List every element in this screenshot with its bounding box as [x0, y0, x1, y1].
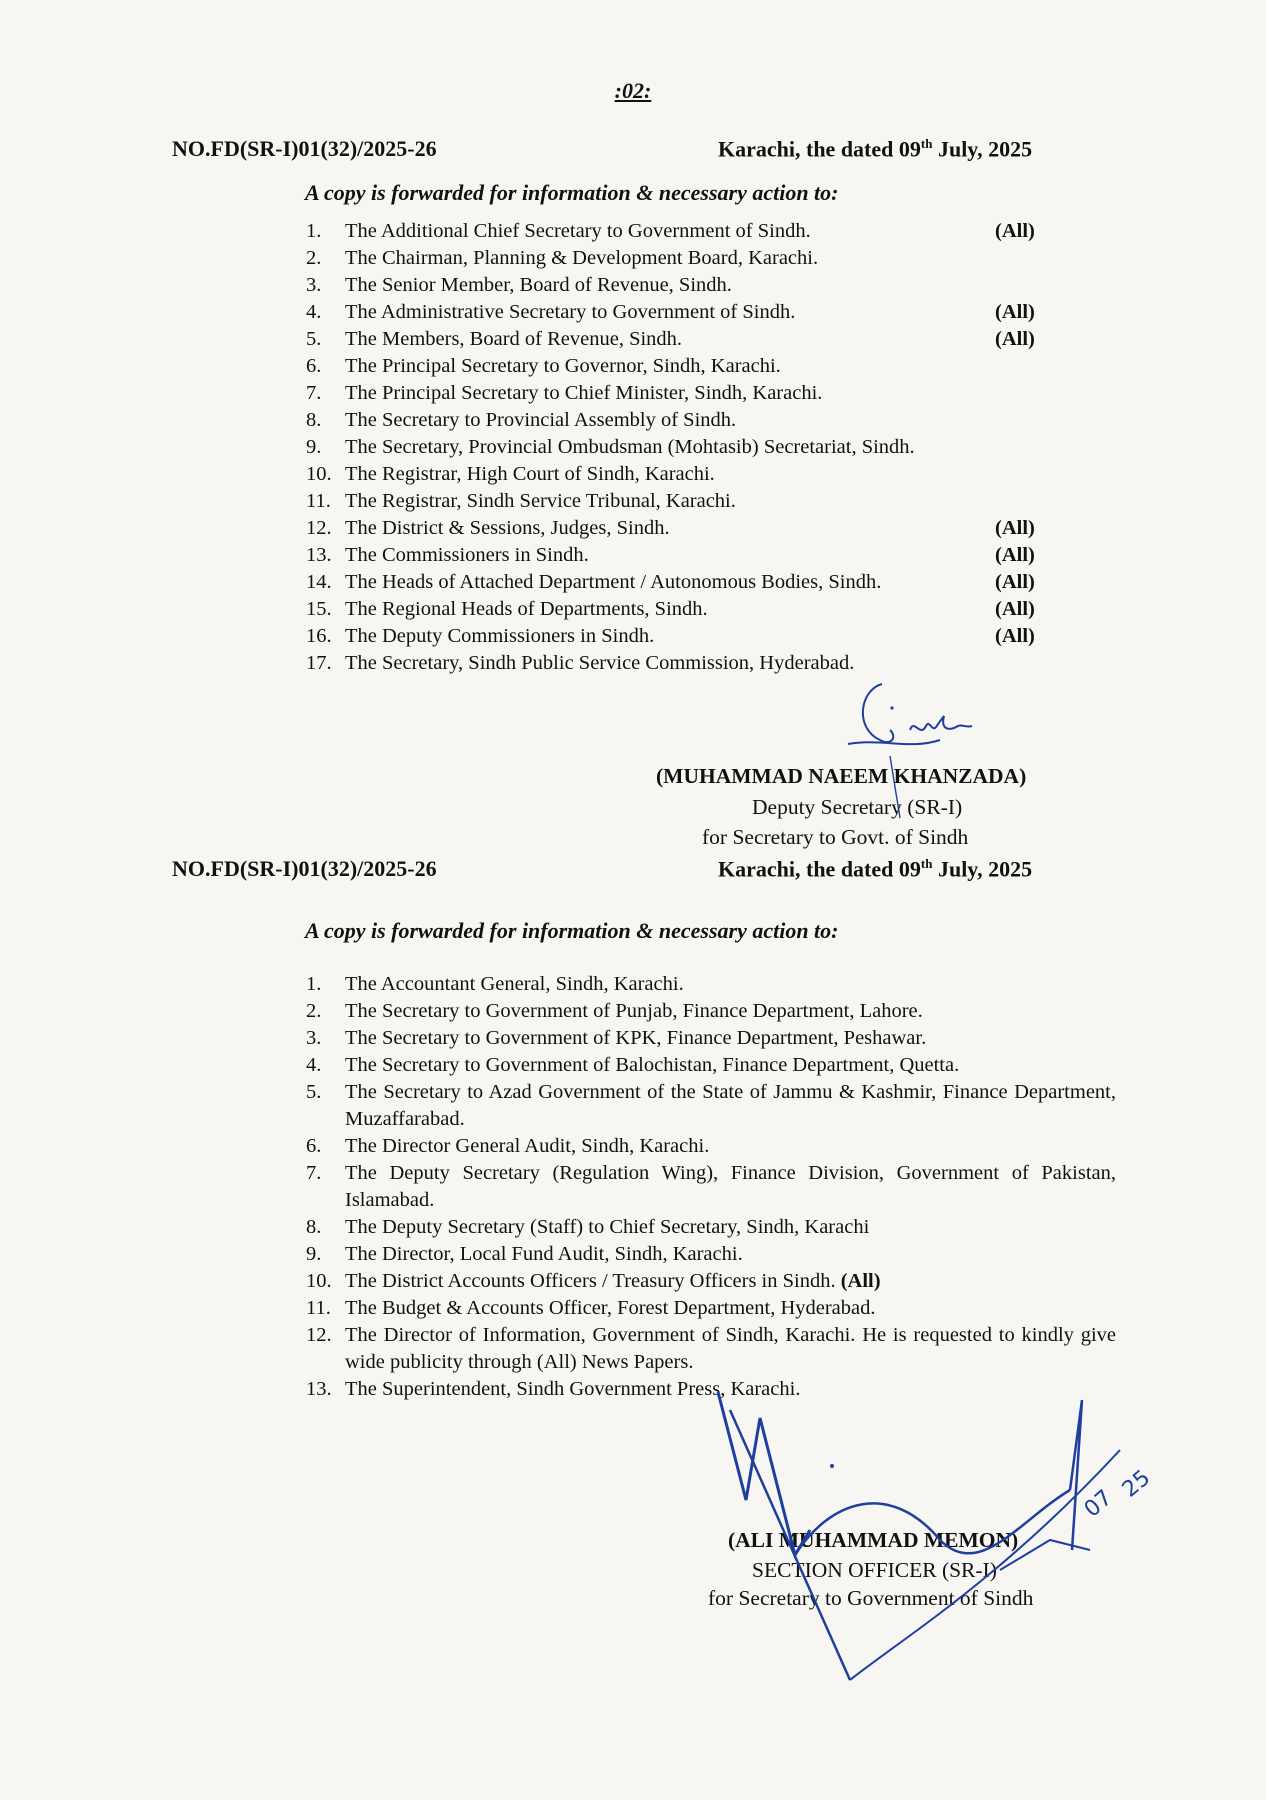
list-item-text: The Registrar, High Court of Sindh, Karachi.: [345, 463, 715, 485]
list-item-text: The District Accounts Officers / Treasury Officers in Sindh.: [345, 1270, 836, 1292]
list-item-text: The Administrative Secretary to Government of Sindh.: [345, 301, 796, 323]
list-item-number: 1.: [306, 973, 322, 995]
list-item: [306, 1160, 1116, 1214]
list-item-number: 13.: [306, 1378, 332, 1400]
list-item: [306, 488, 1026, 515]
list-item: [306, 434, 1026, 461]
list-item-text: The Superintendent, Sindh Government Press, Karachi.: [345, 1378, 801, 1400]
signatory-for-line: for Secretary to Government of Sindh: [708, 1586, 1034, 1610]
list-item: [306, 272, 1026, 299]
list-item: [306, 299, 1035, 326]
list-item: [306, 353, 1026, 380]
list-item-all-tag: (All): [995, 517, 1035, 539]
forwarding-intro-1: A copy is forwarded for information & necessary action to:: [305, 180, 839, 205]
list-item-text: The Deputy Commissioners in Sindh.: [345, 625, 655, 647]
distribution-list-1: [306, 218, 1035, 677]
list-item-number: 9.: [306, 1243, 322, 1265]
list-item-text: The Secretary to Government of KPK, Finance Department, Peshawar.: [345, 1027, 927, 1049]
list-item-all-tag: (All): [995, 328, 1035, 350]
list-item-text: The Director of Information, Government of Sindh, Karachi. He is requested to kindly give wide publicity through (All) News Papers.: [345, 1324, 1116, 1373]
signature-scribble-1: [840, 668, 1000, 768]
list-item-text: The Secretary to Government of Punjab, Finance Department, Lahore.: [345, 1000, 923, 1022]
list-item-text: The Additional Chief Secretary to Government of Sindh.: [345, 220, 811, 242]
svg-text:25: 25: [1117, 1465, 1156, 1503]
list-item-text: The Heads of Attached Department / Autonomous Bodies, Sindh.: [345, 571, 882, 593]
list-item: [306, 515, 1035, 542]
list-item-text: The Deputy Secretary (Staff) to Chief Secretary, Sindh, Karachi: [345, 1216, 870, 1238]
list-item-text: The Secretary, Sindh Public Service Commission, Hyderabad.: [345, 652, 855, 674]
list-item-all-tag: (All): [995, 220, 1035, 242]
reference-line-1: [172, 136, 1086, 164]
document-date: Karachi, the dated 09th July, 2025: [718, 856, 1033, 882]
list-item-number: 7.: [306, 382, 322, 404]
signatory-designation: SECTION OFFICER (SR-I): [752, 1558, 997, 1582]
faint-show-through: [1150, 1608, 1250, 1632]
list-item-text: The Accountant General, Sindh, Karachi.: [345, 973, 684, 995]
document-date: Karachi, the dated 09th July, 2025: [718, 136, 1033, 162]
list-item-number: 8.: [306, 409, 322, 431]
list-item: [306, 380, 1026, 407]
list-item-text: The Secretary, Provincial Ombudsman (Mohtasib) Secretariat, Sindh.: [345, 436, 915, 458]
list-item: [306, 596, 1035, 623]
list-item: [306, 245, 1026, 272]
list-item-text: The Principal Secretary to Governor, Sindh, Karachi.: [345, 355, 781, 377]
list-item-number: 13.: [306, 544, 332, 566]
list-item-number: 15.: [306, 598, 332, 620]
list-item-text: The Director, Local Fund Audit, Sindh, Karachi.: [345, 1243, 743, 1265]
list-item-text: The Secretary to Azad Government of the State of Jammu & Kashmir, Finance Department, Muzaffarabad.: [345, 1081, 1116, 1130]
list-item-text: The Secretary to Government of Balochistan, Finance Department, Quetta.: [345, 1054, 960, 1076]
list-item-text: The Chairman, Planning & Development Board, Karachi.: [345, 247, 819, 269]
list-item-number: 11.: [306, 1297, 331, 1319]
distribution-list-2: [306, 971, 1116, 1403]
list-item: [306, 1268, 1116, 1295]
list-item-number: 7.: [306, 1162, 322, 1184]
list-item-number: 16.: [306, 625, 332, 647]
list-item-all-tag: (All): [995, 625, 1035, 647]
list-item-text: The Deputy Secretary (Regulation Wing), Finance Division, Government of Pakistan, Islamabad.: [345, 1162, 1116, 1211]
reference-number: NO.FD(SR-I)01(32)/2025-26: [172, 136, 437, 161]
signatory-for-line: for Secretary to Govt. of Sindh: [702, 825, 969, 849]
list-item-text: The Registrar, Sindh Service Tribunal, Karachi.: [345, 490, 736, 512]
list-item: [306, 971, 1116, 998]
list-item-all-tag: (All): [995, 571, 1035, 593]
list-item-number: 5.: [306, 1081, 322, 1103]
signatory-name: (MUHAMMAD NAEEM KHANZADA): [656, 764, 1027, 788]
list-item-text: The Secretary to Provincial Assembly of Sindh.: [345, 409, 737, 431]
list-item-number: 8.: [306, 1216, 322, 1238]
list-item: [306, 623, 1035, 650]
list-item-text: The Budget & Accounts Officer, Forest Department, Hyderabad.: [345, 1297, 876, 1319]
list-item-all-tag: (All): [995, 598, 1035, 620]
svg-text:07: 07: [1079, 1485, 1118, 1523]
list-item-number: 1.: [306, 220, 322, 242]
list-item: [306, 542, 1035, 569]
list-item-number: 4.: [306, 301, 322, 323]
signatory-designation: Deputy Secretary (SR-I): [752, 795, 963, 819]
signatory-name: (ALI MUHAMMAD MEMON): [728, 1528, 1019, 1552]
reference-line-2: [172, 856, 1086, 884]
list-item-all-tag: (All): [995, 301, 1035, 323]
list-item-number: 10.: [306, 1270, 332, 1292]
list-item: [306, 1025, 1116, 1052]
list-item-all-tag: (All): [840, 1270, 881, 1292]
list-item: [306, 1052, 1116, 1079]
list-item-all-tag: (All): [995, 544, 1035, 566]
list-item-text: The Regional Heads of Departments, Sindh.: [345, 598, 708, 620]
page-number: :02:: [614, 78, 652, 103]
list-item: [306, 1322, 1116, 1376]
list-item-number: 6.: [306, 1135, 322, 1157]
list-item-number: 12.: [306, 517, 332, 539]
list-item: [306, 998, 1116, 1025]
list-item: [306, 1214, 1116, 1241]
list-item: [306, 407, 1026, 434]
forwarding-intro-2: A copy is forwarded for information & necessary action to:: [305, 918, 839, 943]
list-item-number: 2.: [306, 1000, 322, 1022]
signature-scribble-2: [700, 1380, 1160, 1710]
list-item-text: The Director General Audit, Sindh, Karachi.: [345, 1135, 710, 1157]
list-item-text: The District & Sessions, Judges, Sindh.: [345, 517, 670, 539]
list-item-number: 4.: [306, 1054, 322, 1076]
list-item-number: 14.: [306, 571, 332, 593]
list-item-number: 12.: [306, 1324, 332, 1346]
list-item-number: 3.: [306, 1027, 322, 1049]
list-item-number: 6.: [306, 355, 322, 377]
list-item-number: 10.: [306, 463, 332, 485]
list-item-text: The Commissioners in Sindh.: [345, 544, 589, 566]
list-item-text: The Principal Secretary to Chief Minister, Sindh, Karachi.: [345, 382, 823, 404]
list-item: [306, 461, 1026, 488]
list-item-number: 9.: [306, 436, 322, 458]
list-item: [306, 569, 1035, 596]
reference-number: NO.FD(SR-I)01(32)/2025-26: [172, 856, 437, 881]
list-item-number: 11.: [306, 490, 331, 512]
list-item-number: 5.: [306, 328, 322, 350]
list-item: [306, 326, 1035, 353]
list-item: [306, 1241, 1116, 1268]
list-item-text: The Members, Board of Revenue, Sindh.: [345, 328, 683, 350]
list-item: [306, 1079, 1116, 1133]
list-item-number: 2.: [306, 247, 322, 269]
list-item: [306, 218, 1035, 245]
list-item-number: 17.: [306, 652, 332, 674]
list-item-text: The Senior Member, Board of Revenue, Sindh.: [345, 274, 732, 296]
list-item: [306, 1295, 1116, 1322]
list-item-number: 3.: [306, 274, 322, 296]
list-item: [306, 1133, 1116, 1160]
